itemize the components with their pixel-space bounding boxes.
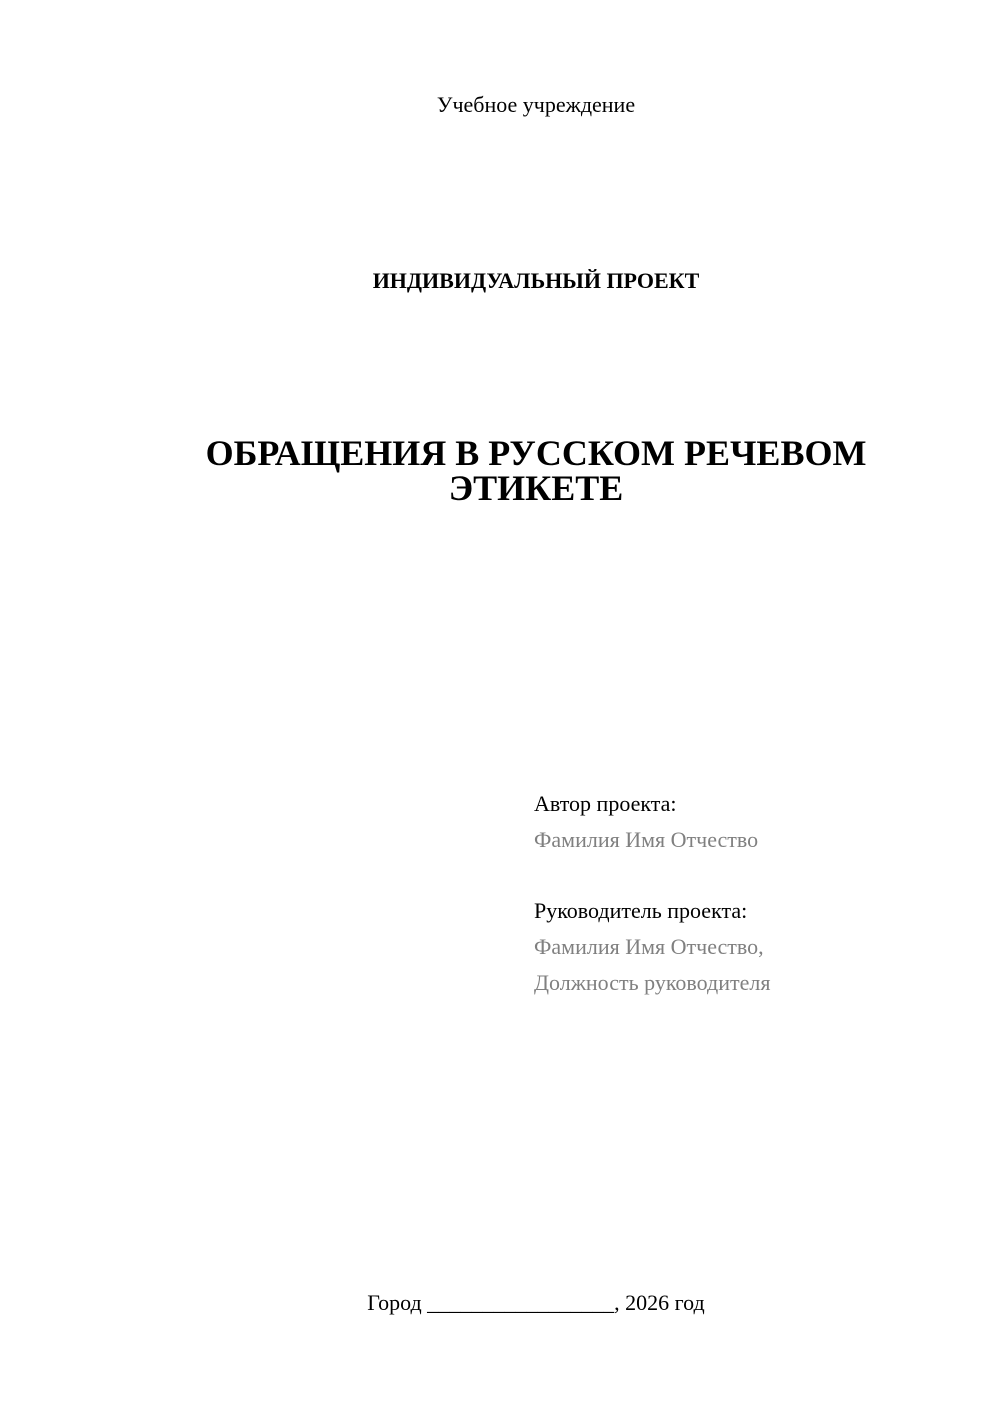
supervisor-label: Руководитель проекта: — [534, 898, 748, 923]
author-label: Автор проекта: — [534, 791, 677, 816]
project-title-line-1: ОБРАЩЕНИЯ В РУССКОМ РЕЧЕВОМ — [205, 433, 867, 473]
institution-name: Учебное учреждение — [436, 92, 636, 117]
supervisor-block — [534, 893, 974, 1001]
project-title — [150, 433, 922, 508]
project-title-line-2: ЭТИКЕТЕ — [448, 468, 624, 508]
author-block — [534, 786, 974, 858]
city-year-line: Город _________________, 2026 год — [367, 1290, 705, 1315]
document-type: ИНДИВИДУАЛЬНЫЙ ПРОЕКТ — [372, 268, 700, 293]
supervisor-name: Фамилия Имя Отчество, — [534, 934, 764, 959]
author-name: Фамилия Имя Отчество — [534, 827, 759, 852]
supervisor-position: Должность руководителя — [534, 970, 771, 995]
